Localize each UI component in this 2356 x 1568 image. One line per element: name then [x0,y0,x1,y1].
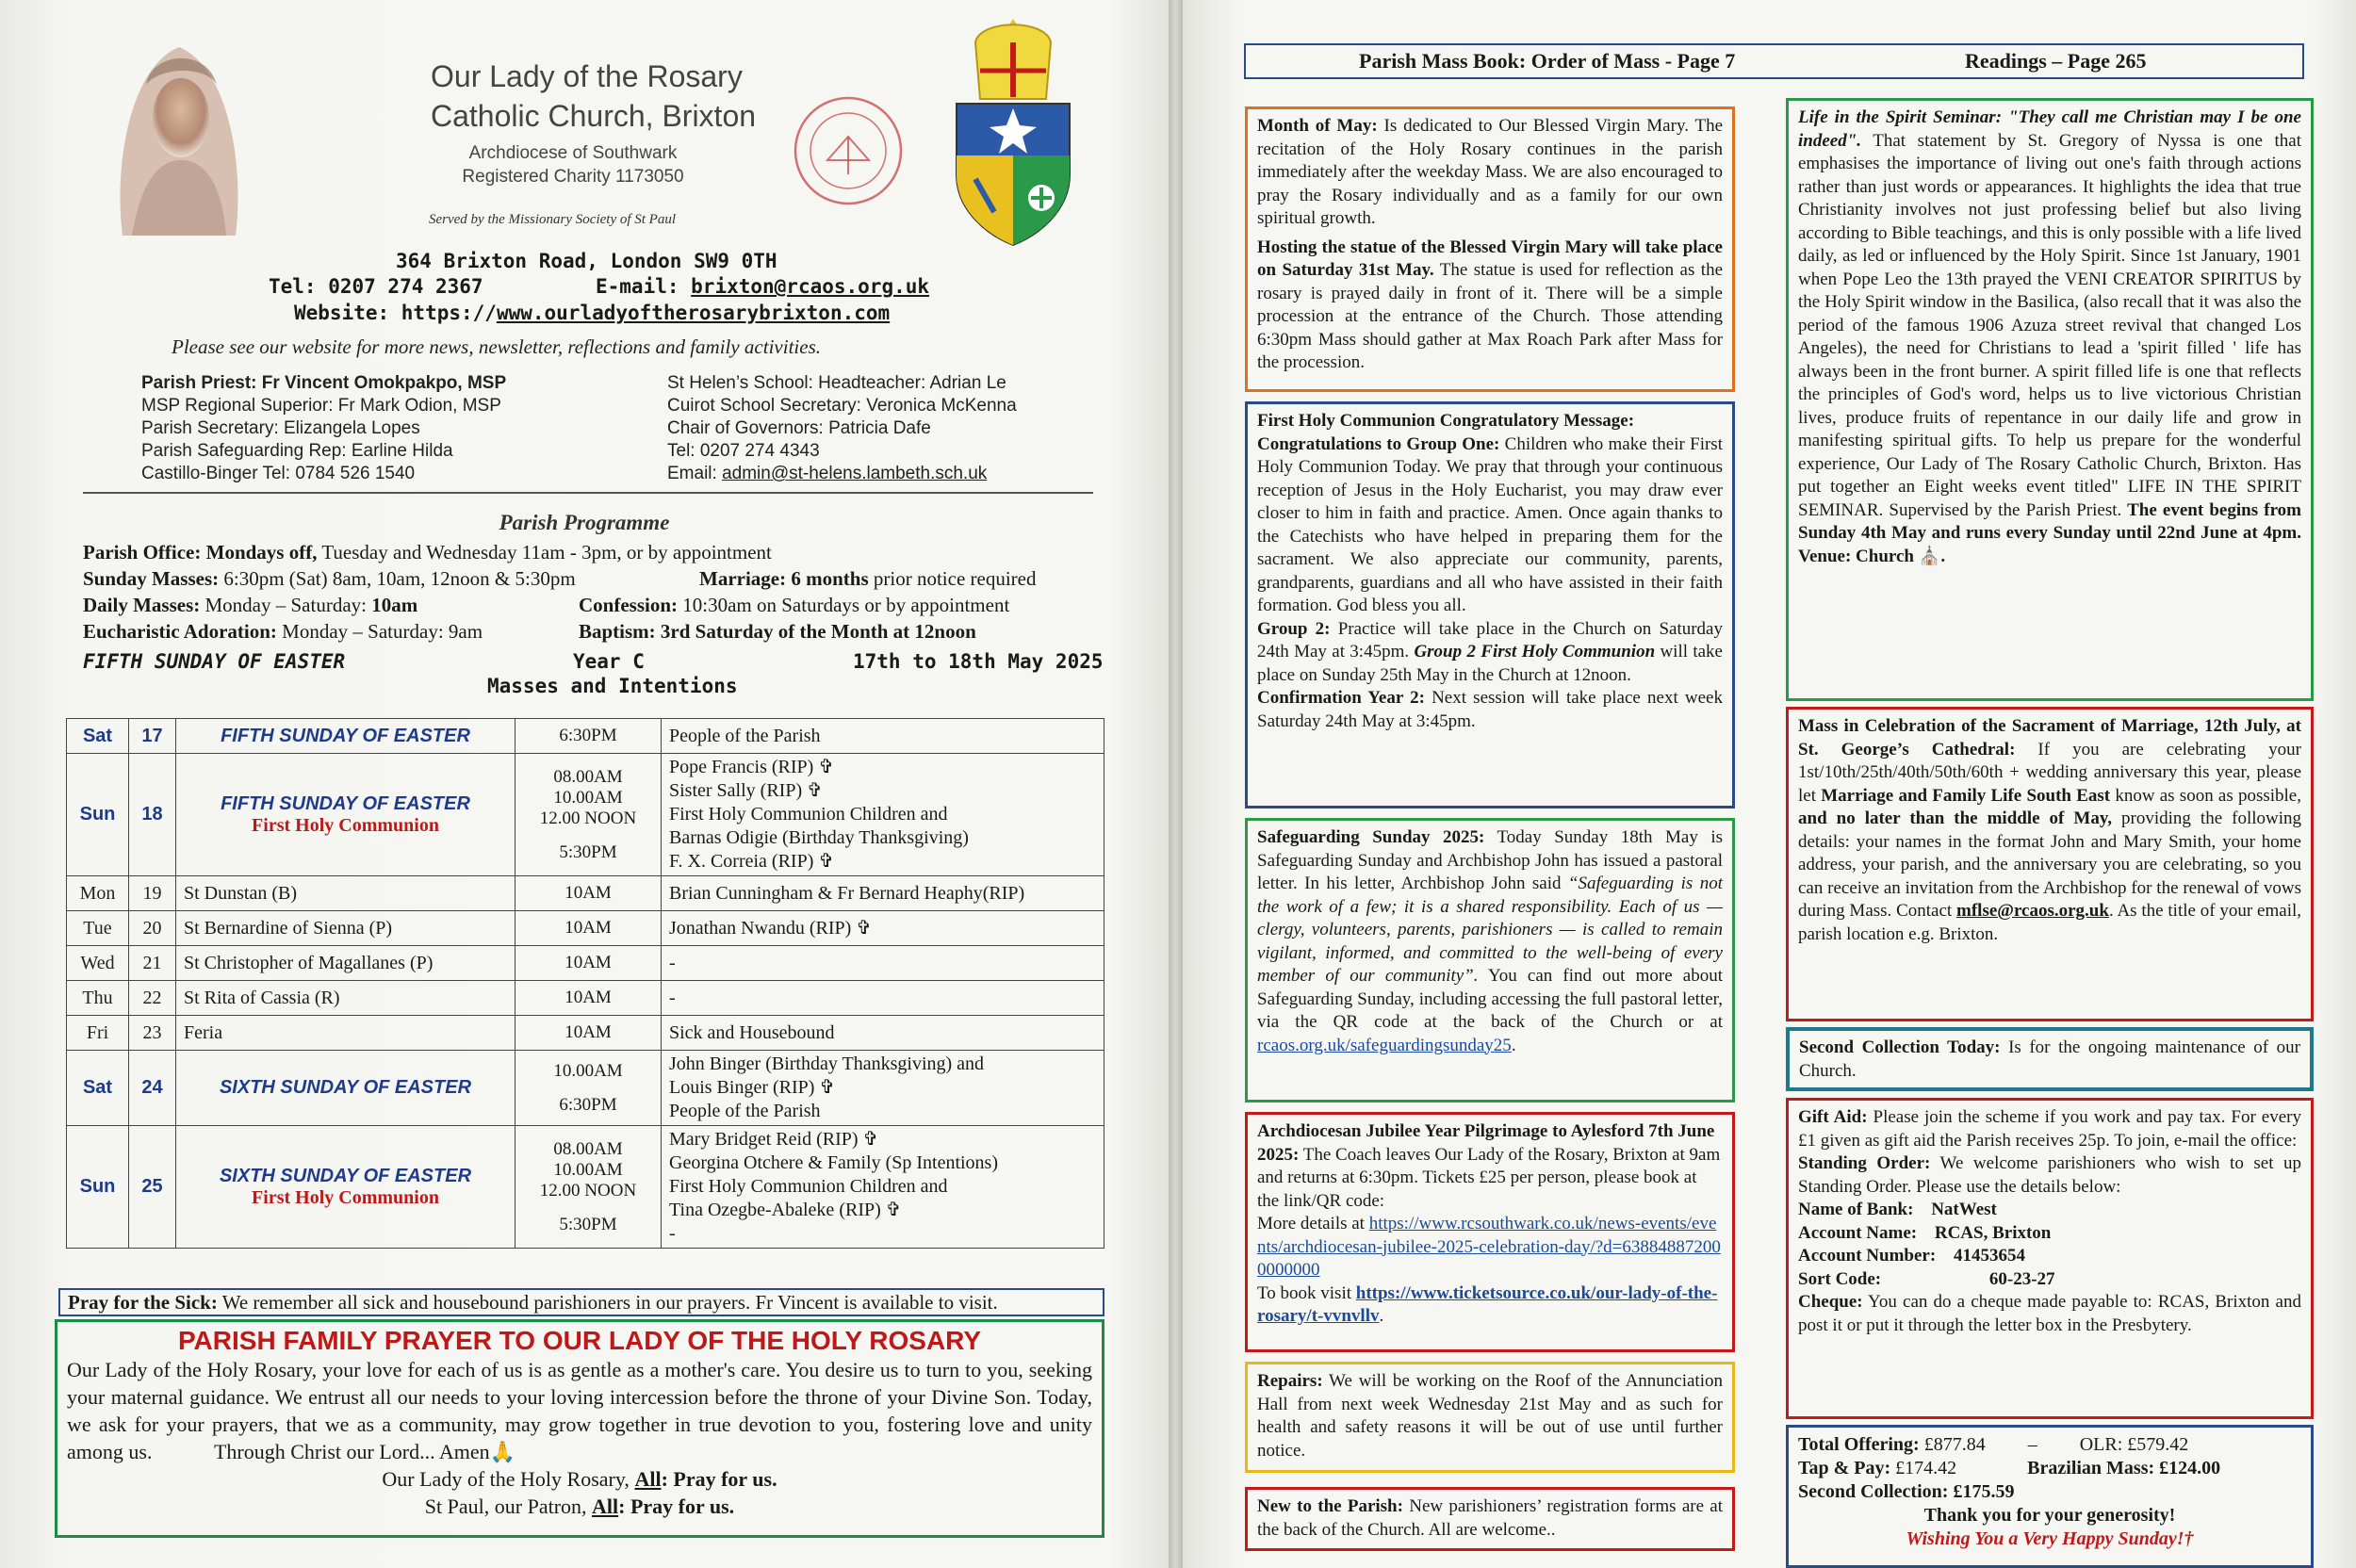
programme-daily [83,592,417,618]
mass-intention: Pope Francis (RIP) ✞ [669,757,835,777]
school-chair: Chair of Governors: Patricia Dafe [667,418,931,438]
mass-date: 21 [129,946,176,981]
mass-day: Tue [67,911,129,946]
mass-date: 17 [129,719,176,754]
statue-notice [1257,237,1723,375]
mass-times [515,1051,662,1126]
sick-label: Pray for the Sick: [68,1291,218,1314]
school-email-label: Email: [667,464,723,483]
may-title: Month of May: [1257,116,1378,136]
marriage-text2: know as soon as possible, [2110,785,2301,806]
account-number-row [1798,1245,2301,1268]
mass-intention: Jonathan Nwandu (RIP) ✞ [669,917,873,939]
second-label: Second Collection: [1798,1481,1949,1502]
church-address: 364 Brixton Road, London SW9 0TH [396,250,777,272]
mass-time: 10AM [564,918,612,938]
marriage-text3: providing the following details: your names in the format John and Mary Smith, your home address, your parish, and the anniversary you are celebrating, so you can receive an invitation from the Archbishop for the renewal of vows during Mass. Contact [1798,808,2302,921]
response-2-all: All [592,1494,619,1518]
masses-table [66,718,1104,1249]
mass-date: 23 [129,1016,176,1051]
mass-time: 10AM [564,988,612,1007]
mass-date: 20 [129,911,176,946]
school-tel: Tel: 0207 274 4343 [667,441,820,461]
mass-feast [176,719,515,754]
mass-intention: Louis Binger (RIP) ✞ [669,1077,836,1098]
mass-intention: Mary Bridget Reid (RIP) ✞ [669,1129,879,1150]
baptism-label: Baptism: 3rd Saturday of the Month at 12noon [579,620,976,643]
mass-date: 19 [129,876,176,911]
church-name-line1: Our Lady of the Rosary [431,59,743,93]
jubilee-end: . [1379,1306,1384,1326]
table-row [67,754,1104,876]
sort-code-row [1798,1268,2301,1292]
mass-time: 10AM [564,883,612,903]
jubilee-book [1257,1282,1723,1329]
second-collection-notice [1786,1027,2314,1091]
response-2-text: St Paul, our Patron, [424,1494,593,1518]
website-label: Website: https:// [294,302,497,324]
so-label: Standing Order: [1798,1153,1931,1173]
order-of-mass-page: Parish Mass Book: Order of Mass - Page 7 [1359,49,1736,73]
confession-text: 10:30am on Saturdays or by appointment [678,594,1010,616]
mass-feast [176,981,515,1016]
acct-num-label: Account Number: [1798,1246,1937,1266]
liturgical-year: Year C [573,650,645,673]
feast-title: SIXTH SUNDAY OF EASTER [219,1165,472,1186]
spirit-text: That statement by St. Gregory of Nyssa is one that emphasises the importance of living out one's faith through actions rather than just words or appearances. It highlights the idea that true Christianity involves not just professing belief but also living according to Bible teachings, and this is only possible with a life lived daily, as led or influenced by the Holy Spirit. Since 1st January, 1901 when Pope Leo the 13th prayed the VENI CREATOR SPIRITUS by the Holy Spirit window in the Basilica, (also recall that it was also the period of the famous 1906 Azuza street revival that changed Los Angeles), the need for Christians to lead a 'spirit filled ' life has always been in the front burner. A spirit filled life is one that reflects the principles of God's word, helps us to live victorious Christian lives, produce fruits of repentance in our daily life and grow in manifesting spiritual gifts. To help us prepare for the wonderful experience, Our Lady of The Rosary Catholic Church, Brixton. Has put together an Eight weeks event titled" LIFE IN THE SPIRIT SEMINAR. Supervised by the Parish Priest. [1798,130,2301,520]
left-page [0,0,1169,1568]
g2-italic: Group 2 First Holy Communion [1414,642,1656,662]
safeguard-text2: You can find out more about Safeguarding Sunday, including accessing the full pastoral letter, via the QR code at the back of the Church or at [1257,966,1723,1032]
gift-aid-notice [1786,1098,2314,1419]
sort-value: 60-23-27 [1988,1268,2055,1289]
month-of-may-notice [1245,106,1735,392]
standing-order [1798,1152,2301,1199]
offering-row-3 [1798,1480,2301,1504]
response-1-text: Our Lady of the Holy Rosary, [382,1467,635,1491]
statue-title: Hosting the statue of the Blessed Virgin Mary will take place on Saturday 31st May. [1257,237,1723,280]
mass-intention: - [669,987,676,1008]
mass-times [515,981,662,1016]
mass-intention: Tina Ozegbe-Abaleke (RIP) ✞ [669,1200,902,1220]
programme-marriage [699,565,1036,592]
offering-row-2 [1798,1457,2301,1480]
mass-intentions [662,719,1104,754]
mass-intentions [662,876,1104,911]
mass-times [515,1016,662,1051]
mass-intentions [662,1016,1104,1051]
sunday-text: 6:30pm (Sat) 8am, 10am, 12noon & 5:30pm [219,567,576,590]
g1-label: Congratulations to Group One: [1257,433,1500,454]
mass-intentions [662,754,1104,876]
mass-feast [176,1051,515,1126]
archdiocese-name: Archdiocese of Southwark [468,143,678,163]
acct-num-value: 41453654 [1953,1246,2025,1266]
mass-times [515,1126,662,1249]
repairs-text: We will be working on the Roof of the Annunciation Hall from next week Wednesday 21st May and as such for health and safety reasons it will be out of use until further notice. [1257,1371,1723,1461]
prayer-body: Our Lady of the Holy Rosary, your love for each of us is as gentle as a mother's care. You desire us to turn to you, seeking your maternal guidance. We entrust all our needs to your loving intercession before the throne of your Divine Son. Today, we ask for your prayers, that we as a community, may grow together in true devotion to you, fostering love and unity among us. [67,1358,1092,1463]
g2-end: will take place on Sunday 25th May in the Church at 12noon. [1257,642,1723,685]
mass-day: Sun [67,1126,129,1249]
adoration-text: Monday – Saturday: 9am [276,620,483,643]
school-email-link[interactable]: admin@st-helens.lambeth.sch.uk [722,464,988,483]
family-prayer-box [55,1319,1104,1538]
group-one [1257,433,1723,618]
jubilee-visit-label: To book visit [1257,1282,1356,1303]
served-by: Served by the Missionary Society of St Paul [429,212,677,227]
marriage-celebration-notice [1786,707,2314,1021]
pray-for-sick [58,1288,1104,1316]
staff-safeguarding-tel: Castillo-Binger Tel: 0784 526 1540 [141,464,416,483]
marriage-text4: . As the title of your email, parish location e.g. Brixton. [1798,901,2301,944]
table-row [67,719,1104,754]
giftaid-text: Please join the scheme if you work and pay tax. For every £1 given as gift aid the Parish receives 25p. To join, e-mail the office: [1798,1107,2301,1151]
sick-text: We remember all sick and housebound parishioners in our prayers. Fr Vincent is available to visit. [217,1291,998,1314]
mass-intention: People of the Parish [669,1101,821,1121]
school-email-line [667,463,1017,485]
feast-subtitle: First Holy Communion [252,814,439,836]
mass-feast [176,911,515,946]
mass-date: 25 [129,1126,176,1249]
bank-row [1798,1199,2301,1222]
feast-title: SIXTH SUNDAY OF EASTER [219,1077,472,1098]
prayer-closing: Through Christ our Lord... Amen🙏 [213,1440,516,1463]
sort-label: Sort Code: [1798,1268,1882,1289]
mass-feast [176,754,515,876]
group-two [1257,618,1723,688]
mass-day: Sat [67,719,129,754]
second-value: £175.59 [1953,1481,2015,1502]
jubilee-details-link[interactable]: https://www.rcsouthwark.co.uk/news-events/events/archdiocesan-jubilee-2025-celebration-day/?d=638848872000000000 [1257,1214,1721,1280]
response-1-end: : Pray for us. [661,1467,777,1491]
staff-parish-secretary: Parish Secretary: Elizangela Lopes [141,418,420,438]
new-parishioners-notice [1245,1487,1735,1551]
table-row [67,911,1104,946]
jubilee-pilgrimage-notice [1245,1112,1735,1352]
newparish-title: New to the Parish: [1257,1496,1403,1516]
mass-intention: First Holy Communion Children and [669,1176,948,1197]
feast-title: FIFTH SUNDAY OF EASTER [221,792,470,814]
g2-text: Practice will take place in the Church on Saturday 24th May at 3:45pm. [1257,618,1723,662]
church-name [431,57,756,136]
daily-time: 10am [371,594,418,616]
mass-times [515,754,662,876]
mass-date: 24 [129,1051,176,1126]
mass-day: Sun [67,754,129,876]
programme-adoration [83,618,483,645]
coat-of-arms-icon [924,14,1103,250]
madonna-image [104,28,254,236]
masses-table-body [67,719,1104,1249]
school-secretary: Cuirot School Secretary: Veronica McKenna [667,396,1017,416]
feast-subtitle: First Holy Communion [252,1186,439,1208]
charity-number: Registered Charity 1173050 [462,167,684,187]
mass-time: 10AM [564,953,612,972]
jubilee-title: Archdiocesan Jubilee Year Pilgrimage to Aylesford 7th June 2025: [1257,1121,1715,1165]
staff-list-left [141,372,506,485]
second-coll-text: Is for the ongoing maintenance of our Church. [1799,1037,2300,1081]
conf-text: Next session will take place next week Saturday 24th May at 3:45pm. [1257,688,1723,731]
mass-intention: - [669,952,676,973]
mass-feast [176,946,515,981]
mass-intention: F. X. Correia (RIP) ✞ [669,851,835,872]
mass-intention: First Holy Communion Children and [669,804,948,825]
fhc-title: First Holy Communion Congratulatory Message: [1257,411,1635,431]
mass-time: 5:30PM [559,841,617,862]
response-2-end: : Pray for us. [618,1494,735,1518]
conf-label: Confirmation Year 2: [1257,688,1425,708]
email-label: E-mail: [596,275,692,298]
daily-label: Daily Masses: [83,594,201,616]
mass-intention: Barnas Odigie (Birthday Thanksgiving) [669,827,969,848]
repairs-notice [1245,1362,1735,1473]
mass-intentions [662,1051,1104,1126]
table-row [67,1051,1104,1126]
first-communion-notice [1245,401,1735,808]
account-name-row [1798,1222,2301,1246]
feast-title: St Rita of Cassia (R) [184,987,340,1008]
second-coll-title: Second Collection Today: [1799,1037,2001,1057]
mass-feast [176,876,515,911]
jubilee-more-label: More details at [1257,1214,1369,1233]
mass-intention: Georgina Otchere & Family (Sp Intentions) [669,1152,999,1173]
table-row [67,1126,1104,1249]
spirit-event: The event begins from Sunday 4th May and runs every Sunday until 22nd June at 4pm. Venue: Church ⛪. [1798,499,2301,566]
mass-intention: People of the Parish [669,725,821,746]
cheque-label: Cheque: [1798,1292,1863,1312]
jubilee-more [1257,1213,1723,1282]
school-headteacher: St Helen’s School: Headteacher: Adrian Le [667,373,1006,393]
church-email-line [596,275,929,298]
prayer-response-1 [67,1465,1092,1493]
mass-time: 08.00AM [553,1138,623,1159]
tap-value: £174.42 [1895,1458,1957,1478]
mass-intention: Sister Sally (RIP) ✞ [669,780,823,801]
church-website-link[interactable]: www.ourladyoftherosarybrixton.com [496,302,891,324]
office-label: Parish Office: Mondays off, [83,541,318,564]
total-value: £877.84 [1923,1434,1986,1455]
jubilee-ticket-link[interactable]: https://www.ticketsource.co.uk/our-lady-of-the-rosary/t-vvnvllv [1257,1282,1718,1326]
marriage-text1: If you are celebrating your 1st/10th/25th/40th/50th/60th + wedding anniversary this year, please let [1798,739,2301,806]
right-page [1183,0,2356,1568]
confession-label: Confession: [579,594,679,616]
safeguard-link[interactable]: rcaos.org.uk/safeguardingsunday25 [1257,1035,1512,1055]
mass-time: 10.00AM [553,1159,623,1180]
office-text: Tuesday and Wednesday 11am - 3pm, or by appointment [317,541,772,564]
daily-text: Monday – Saturday: [200,594,372,616]
life-in-spirit-notice [1786,98,2314,701]
mass-day: Thu [67,981,129,1016]
mass-date: 22 [129,981,176,1016]
newparish-text: New parishioners’ registration forms are at the back of the Church. All are welcome.. [1257,1496,1723,1540]
archdiocese-block [460,141,686,188]
spirit-title: Life in the Spirit Seminar: "They call me Christian may I be one indeed". [1798,107,2301,151]
happy-sunday: Wishing You a Very Happy Sunday!† [1906,1528,2194,1549]
mass-intentions [662,1126,1104,1249]
mass-intention: John Binger (Birthday Thanksgiving) and [669,1054,985,1074]
table-row [67,876,1104,911]
table-row [67,946,1104,981]
marriage-email-link[interactable]: mflse@rcaos.org.uk [1956,901,2109,921]
mass-time: 6:30PM [559,1094,617,1115]
mass-time: 10AM [564,1022,612,1042]
mass-feast [176,1016,515,1051]
mass-times [515,876,662,911]
mass-intentions [662,911,1104,946]
sunday-name: FIFTH SUNDAY OF EASTER [83,650,346,673]
mass-time: 12.00 NOON [539,1180,637,1200]
feast-title: Feria [184,1021,223,1043]
safeguard-quote: “Safeguarding is not the work of a few; it is a shared responsibility. Each of us — clergy, volunteers, parents, parishioners — is called to remain vigilant, informed, and committed to the well-being of every member of our community”. [1257,874,1723,986]
adoration-label: Eucharistic Adoration: [83,620,277,643]
church-website-line [294,302,890,324]
mass-date: 18 [129,754,176,876]
bank-label: Name of Bank: [1798,1200,1914,1219]
acct-name-label: Account Name: [1798,1222,1918,1243]
mass-feast [176,1126,515,1249]
sunday-label: Sunday Masses: [83,567,220,590]
mass-intention: Brian Cunningham & Fr Bernard Heaphy(RIP) [669,882,1025,904]
so-text: We welcome parishioners who wish to set up Standing Order. Please use the details below: [1798,1153,2301,1197]
programme-title: Parish Programme [499,511,670,534]
g2-label: Group 2: [1257,618,1331,639]
mass-times [515,946,662,981]
prayer-body-wrap [67,1356,1092,1465]
acct-name-value: RCAS, Brixton [1934,1222,2052,1243]
response-1-all: All [634,1467,662,1491]
marriage-label: Marriage: 6 months [699,567,869,590]
feast-title: St Dunstan (B) [184,882,297,904]
cheque-info [1798,1291,2301,1337]
may-text: Is dedicated to Our Blessed Virgin Mary. The recitation of the Holy Rosary continues in the parish immediately after the weekday Mass. We are also encouraged to pray the Rosary individually and as a family for our own spiritual growth. [1257,116,1723,228]
bank-value: NatWest [1931,1200,1997,1219]
mass-day: Sat [67,1051,129,1126]
masses-title: Masses and Intentions [487,675,738,697]
staff-regional-superior: MSP Regional Superior: Fr Mark Odion, MSP [141,396,501,416]
total-label: Total Offering: [1798,1434,1920,1455]
church-email-link[interactable]: brixton@rcaos.org.uk [691,275,930,298]
date-range: 17th to 18th May 2025 [853,650,1104,673]
mass-intentions [662,946,1104,981]
mass-day: Wed [67,946,129,981]
brazil-mass: Brazilian Mass: £124.00 [2027,1458,2221,1478]
staff-parish-priest: Parish Priest: Fr Vincent Omokpakpo, MSP [141,373,507,393]
mass-time: 6:30PM [559,726,617,745]
programme-baptism [579,618,976,645]
mass-time: 5:30PM [559,1214,617,1234]
legation-seal-icon [792,94,905,207]
mass-book-banner [1244,43,2304,79]
mass-times [515,719,662,754]
website-notice: Please see our website for more news, newsletter, reflections and family activities. [172,335,821,358]
header-divider [83,492,1093,494]
g1-text: Children who make their First Holy Communion Today. We pray that through your continuous reception of Jesus in the Holy Eucharist, you may draw ever closer to him in faith and practice. Amen. Once again thanks to the Catechists who have helped in preparing them for the sacrament. We also appreciate our community, parents, grandparents, guardians and all who have assisted in their faith formation. God bless you all. [1257,433,1723,615]
marriage-bold2: and no later than the middle of May, [1798,808,2113,828]
safeguard-text1: Today Sunday 18th May is Safeguarding Sunday and Archbishop John has issued a pastoral letter. In his letter, Archbishop John said [1257,827,1723,893]
table-row [67,981,1104,1016]
statue-text: The statue is used for reflection as the rosary is prayed daily in front of it. There will be a simple procession at the entrance of the Church. Those attending 6:30pm Mass should gather at Max Roach Park after Mass for the procession. [1257,260,1724,372]
church-phone: Tel: 0207 274 2367 [269,275,483,298]
programme-sunday [83,565,576,592]
marriage-bold1: Marriage and Family Life South East [1821,785,2111,806]
readings-page: Readings – Page 265 [1965,49,2147,73]
offering-summary [1786,1425,2314,1568]
safeguard-end: . [1511,1035,1516,1055]
safeguarding-notice [1245,818,1735,1102]
offering-dash: – [2027,1434,2037,1455]
confirmation [1257,687,1723,733]
feast-title: St Christopher of Magallanes (P) [184,952,434,973]
church-name-line2: Catholic Church, Brixton [431,99,757,133]
prayer-response-2 [67,1493,1092,1520]
tap-label: Tap & Pay: [1798,1458,1891,1478]
cheque-text: You can do a cheque made payable to: RCAS, Brixton and post it or put it through the letter box in the Presbytery. [1798,1292,2301,1335]
mass-day: Fri [67,1016,129,1051]
mass-times [515,911,662,946]
mass-intention: Sick and Housebound [669,1021,835,1043]
marriage-text: prior notice required [868,567,1037,590]
safeguard-title: Safeguarding Sunday 2025: [1257,827,1485,847]
offering-row-1 [1798,1433,2301,1457]
programme-office [83,539,772,565]
mass-intentions [662,981,1104,1016]
marriage-title: Mass in Celebration of the Sacrament of Marriage, 12th July, at St. George’s Cathedral: [1798,716,2301,760]
thanks-line: Thank you for your generosity! [1923,1505,2176,1526]
repairs-title: Repairs: [1257,1371,1323,1391]
page-gutter [1169,0,1183,1568]
jubilee-text: The Coach leaves Our Lady of the Rosary, Brixton at 9am and returns at 6:30pm. Tickets £25 per person, please book at the link/QR code: [1257,1144,1721,1211]
olr-value: OLR: £579.42 [2079,1434,2189,1455]
table-row [67,1016,1104,1051]
mass-time: 10.00AM [553,1060,623,1081]
staff-safeguarding-rep: Parish Safeguarding Rep: Earline Hilda [141,441,453,461]
giftaid-title: Gift Aid: [1798,1107,1868,1127]
mass-time: 10.00AM [553,787,623,808]
feast-title: FIFTH SUNDAY OF EASTER [221,725,470,746]
mass-day: Mon [67,876,129,911]
feast-title: St Bernardine of Sienna (P) [184,917,393,939]
programme-confession [579,592,1009,618]
mass-intention: - [669,1223,676,1244]
prayer-title: PARISH FAMILY PRAYER TO OUR LADY OF THE HOLY ROSARY [177,1326,982,1355]
mass-time: 08.00AM [553,766,623,787]
staff-list-right [667,372,1017,485]
mass-time: 12.00 NOON [539,808,637,828]
